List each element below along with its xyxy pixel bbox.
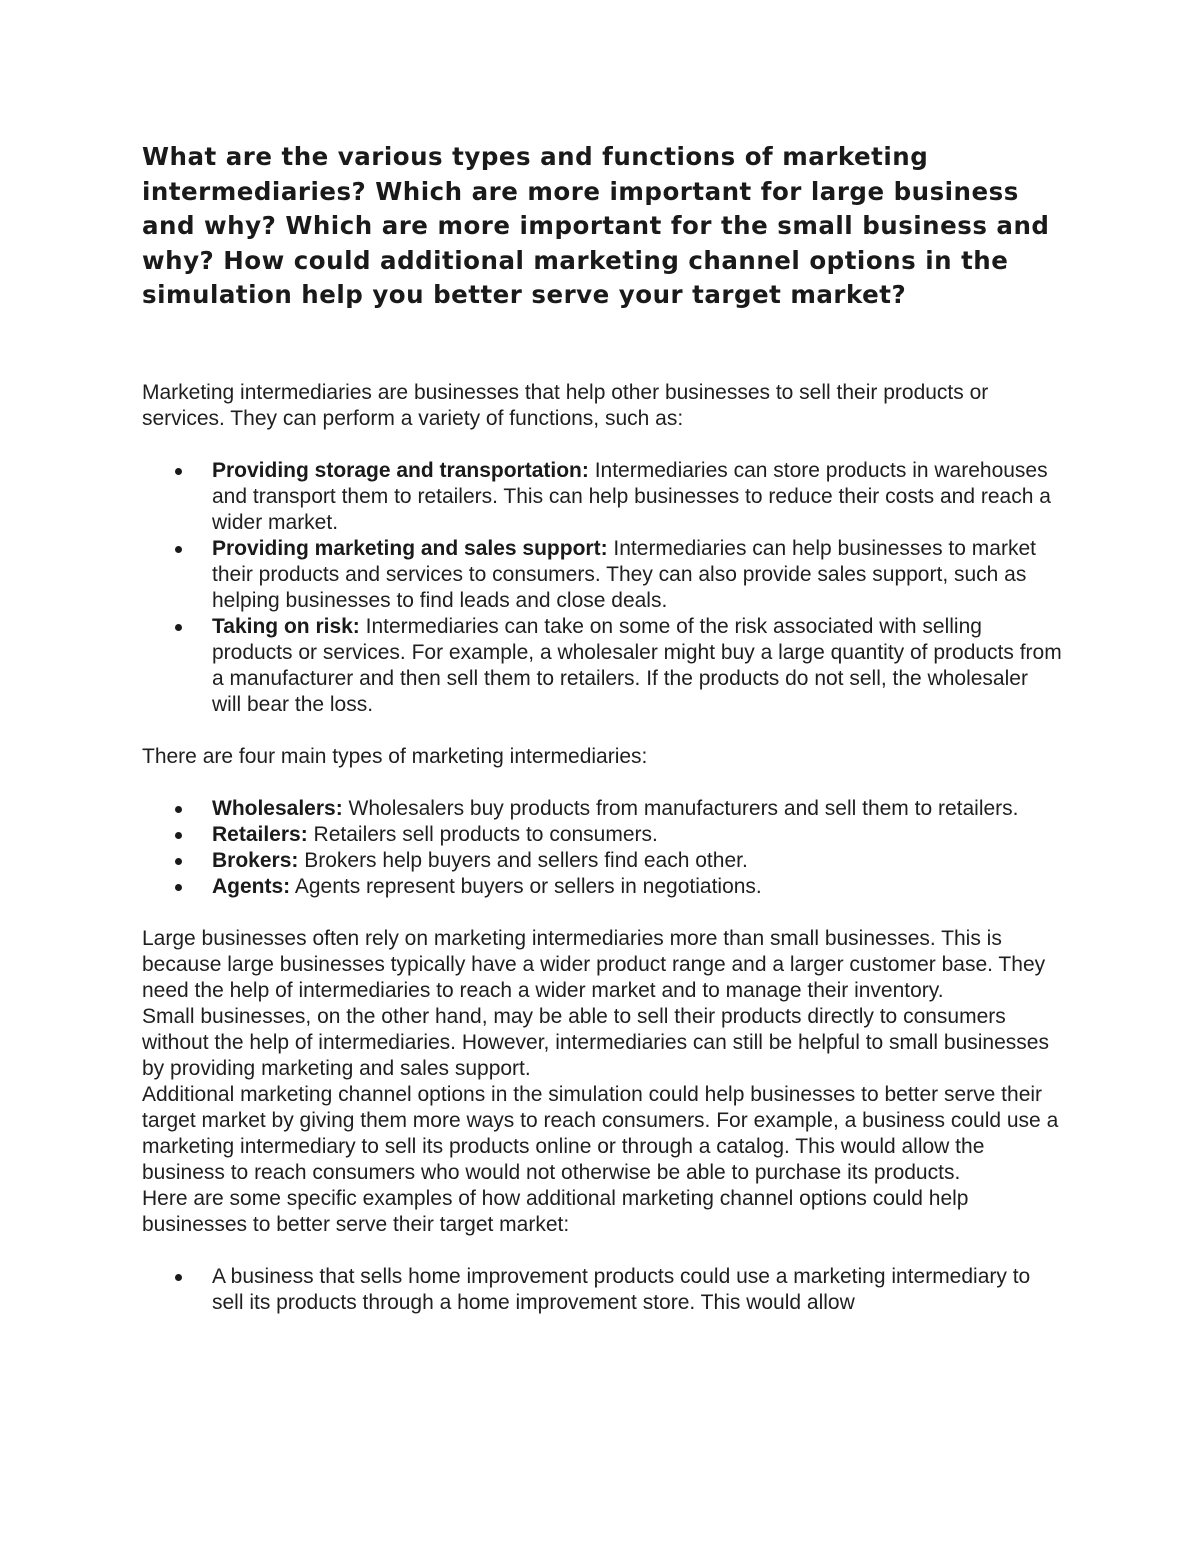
examples-list [142,1264,1062,1316]
list-item-text: Intermediaries can store products in warehouses and transport them to retailers. This can help businesses to reduce their costs and reach a wider market. [212,458,1051,534]
small-business-paragraph: Small businesses, on the other hand, may be able to sell their products directly to consumers without the help of intermediaries. However, intermediaries can still be helpful to small businesses by providing marketing and sales support. [142,1004,1049,1080]
list-item [212,536,1062,614]
types-intro-paragraph: There are four main types of marketing intermediaries: [142,744,648,768]
list-item-text: Intermediaries can take on some of the risk associated with selling products or services. For example, a wholesaler might buy a large quantity of products from a manufacturer and then sell them to retailers. If the products do not sell, the wholesaler will bear the loss. [212,614,1062,716]
list-item-text: Intermediaries can help businesses to market their products and services to consumers. They can also provide sales support, such as helping businesses to find leads and close deals. [212,536,1036,612]
bullet-icon [175,1274,182,1281]
list-item-term: Wholesalers: [212,796,343,820]
bullet-icon [175,806,182,813]
list-item-term: Providing marketing and sales support: [212,536,608,560]
bullet-icon [175,884,182,891]
large-business-paragraph: Large businesses often rely on marketing intermediaries more than small businesses. This is because large businesses typically have a wider product range and a larger customer base. They need the help of intermediaries to reach a wider market and to manage their inventory. [142,926,1046,1002]
bullet-icon [175,858,182,865]
list-item-text: Retailers sell products to consumers. [307,822,658,846]
channel-options-paragraph: Additional marketing channel options in the simulation could help businesses to better serve their target market by giving them more ways to reach consumers. For example, a business could use a marketing intermediary to sell its products online or through a catalog. This would allow the business to reach consumers who would not otherwise be able to purchase its products. [142,1082,1059,1184]
functions-list [142,458,1062,718]
list-item [212,822,1062,848]
list-item [212,796,1062,822]
bullet-icon [175,468,182,475]
examples-intro-paragraph: Here are some specific examples of how additional marketing channel options could help businesses to better serve their target market: [142,1186,969,1236]
bullet-icon [175,832,182,839]
intro-paragraph: Marketing intermediaries are businesses that help other businesses to sell their products or services. They can perform a variety of functions, such as: [142,380,989,430]
list-item [212,1264,1062,1316]
list-item-term: Retailers: [212,822,308,846]
types-list [142,796,1062,900]
list-item-text: Brokers help buyers and sellers find each other. [298,848,748,872]
list-item-term: Agents: [212,874,291,898]
list-item-text: Agents represent buyers or sellers in negotiations. [290,874,762,898]
bullet-icon [175,546,182,553]
question-heading: What are the various types and functions of marketing intermediaries? Which are more important for large business and why? Which are more important for the small business and why? How could additional marketing channel options in the simulation help you better serve your target market? [142,142,1050,309]
list-item [212,848,1062,874]
list-item-term: Providing storage and transportation: [212,458,589,482]
bullet-icon [175,624,182,631]
list-item-text: A business that sells home improvement products could use a marketing intermediary to sell its products through a home improvement store. This would allow [212,1264,1031,1314]
list-item-term: Brokers: [212,848,299,872]
list-item [212,874,1062,900]
answer-body [142,380,1062,1316]
list-item-term: Taking on risk: [212,614,360,638]
list-item [212,614,1062,718]
document-content [142,140,1062,1342]
list-item-text: Wholesalers buy products from manufacturers and sell them to retailers. [342,796,1019,820]
list-item [212,458,1062,536]
